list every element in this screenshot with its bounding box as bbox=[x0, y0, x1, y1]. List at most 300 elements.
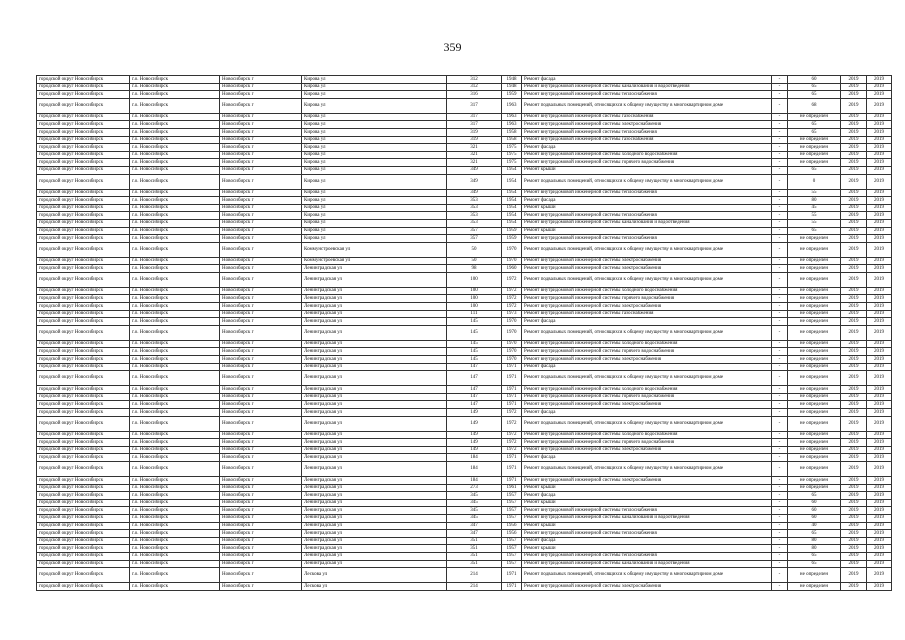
settlement-cell: г.о. Новосибирск bbox=[130, 128, 220, 136]
year-built-cell: 1963 bbox=[502, 98, 522, 113]
year-end-cell: 2019 bbox=[867, 83, 892, 91]
year-start-cell: 2019 bbox=[841, 583, 867, 591]
year-start-cell: 2019 bbox=[841, 189, 867, 197]
dash-cell: - bbox=[772, 446, 788, 454]
year-end-cell: 2019 bbox=[867, 219, 892, 227]
year-start-cell: 2019 bbox=[841, 325, 867, 340]
street-cell: Кирова ул bbox=[302, 76, 447, 84]
dash-cell: - bbox=[772, 272, 788, 287]
settlement-cell: г.о. Новосибирск bbox=[130, 386, 220, 394]
dash-cell: - bbox=[772, 492, 788, 500]
city-cell: Новосибирск г bbox=[220, 545, 302, 553]
settlement-cell: г.о. Новосибирск bbox=[130, 492, 220, 500]
work-type-cell: Ремонт крыши bbox=[522, 499, 772, 507]
year-start-cell: 2019 bbox=[841, 287, 867, 295]
street-cell: Ленинградская ул bbox=[302, 461, 447, 476]
year-start-cell: 2019 bbox=[841, 235, 867, 243]
house-number-cell: 147 bbox=[447, 401, 502, 409]
municipality-cell: городской округ Новосибирск bbox=[37, 530, 130, 538]
municipality-cell: городской округ Новосибирск bbox=[37, 568, 130, 583]
city-cell: Новосибирск г bbox=[220, 235, 302, 243]
street-cell: Ленинградская ул bbox=[302, 507, 447, 515]
dash-cell: - bbox=[772, 204, 788, 212]
year-end-cell: 2019 bbox=[867, 242, 892, 257]
work-type-cell: Ремонт внутридомовой инженерной системы электроснабжения bbox=[522, 583, 772, 591]
year-start-cell: 2019 bbox=[841, 371, 867, 386]
city-cell: Новосибирск г bbox=[220, 461, 302, 476]
city-cell: Новосибирск г bbox=[220, 568, 302, 583]
year-start-cell: 2019 bbox=[841, 227, 867, 235]
cost-cell: 65 bbox=[788, 91, 841, 99]
work-type-cell: Ремонт внутридомовой инженерной системы горячего водоснабжения bbox=[522, 348, 772, 356]
year-built-cell: 1971 bbox=[502, 461, 522, 476]
municipality-cell: городской округ Новосибирск bbox=[37, 552, 130, 560]
settlement-cell: г.о. Новосибирск bbox=[130, 242, 220, 257]
cost-cell: не определен bbox=[788, 318, 841, 326]
city-cell: Новосибирск г bbox=[220, 522, 302, 530]
year-start-cell: 2019 bbox=[841, 439, 867, 447]
work-type-cell: Ремонт внутридомовой инженерной системы холодного водоснабжения bbox=[522, 287, 772, 295]
settlement-cell: г.о. Новосибирск bbox=[130, 235, 220, 243]
year-built-cell: 1971 bbox=[502, 393, 522, 401]
house-number-cell: 100 bbox=[447, 295, 502, 303]
year-end-cell: 2019 bbox=[867, 272, 892, 287]
street-cell: Кирова ул bbox=[302, 113, 447, 121]
year-built-cell: 1958 bbox=[502, 128, 522, 136]
work-type-cell: Ремонт внутридомовой инженерной системы горячего водоснабжения bbox=[522, 393, 772, 401]
year-end-cell: 2019 bbox=[867, 348, 892, 356]
settlement-cell: г.о. Новосибирск bbox=[130, 484, 220, 492]
city-cell: Новосибирск г bbox=[220, 189, 302, 197]
house-number-cell: 145 bbox=[447, 340, 502, 348]
year-built-cell: 1971 bbox=[502, 386, 522, 394]
year-built-cell: 1948 bbox=[502, 83, 522, 91]
cost-cell: 45 bbox=[788, 204, 841, 212]
year-start-cell: 2019 bbox=[841, 219, 867, 227]
street-cell: Кирова ул bbox=[302, 83, 447, 91]
cost-cell: не определен bbox=[788, 431, 841, 439]
settlement-cell: г.о. Новосибирск bbox=[130, 91, 220, 99]
municipality-cell: городской округ Новосибирск bbox=[37, 416, 130, 431]
city-cell: Новосибирск г bbox=[220, 446, 302, 454]
settlement-cell: г.о. Новосибирск bbox=[130, 499, 220, 507]
year-start-cell: 2019 bbox=[841, 98, 867, 113]
work-type-cell: Ремонт внутридомовой инженерной системы теплоснабжения bbox=[522, 91, 772, 99]
year-built-cell: 1954 bbox=[502, 197, 522, 205]
year-end-cell: 2019 bbox=[867, 356, 892, 364]
year-built-cell: 1958 bbox=[502, 136, 522, 144]
house-number-cell: 317 bbox=[447, 113, 502, 121]
city-cell: Новосибирск г bbox=[220, 174, 302, 189]
municipality-cell: городской округ Новосибирск bbox=[37, 340, 130, 348]
house-number-cell: 147 bbox=[447, 363, 502, 371]
work-type-cell: Ремонт внутридомовой инженерной системы теплоснабжения bbox=[522, 552, 772, 560]
settlement-cell: г.о. Новосибирск bbox=[130, 461, 220, 476]
year-built-cell: 1972 bbox=[502, 409, 522, 417]
settlement-cell: г.о. Новосибирск bbox=[130, 144, 220, 152]
work-type-cell: Ремонт подвальных помещений, относящихся к общему имуществу в многоквартирном доме bbox=[522, 325, 772, 340]
year-start-cell: 2019 bbox=[841, 363, 867, 371]
year-start-cell: 2019 bbox=[841, 507, 867, 515]
work-type-cell: Ремонт внутридомовой инженерной системы электроснабжения bbox=[522, 257, 772, 265]
dash-cell: - bbox=[772, 568, 788, 583]
dash-cell: - bbox=[772, 348, 788, 356]
street-cell: Ленинградская ул bbox=[302, 431, 447, 439]
municipality-cell: городской округ Новосибирск bbox=[37, 431, 130, 439]
street-cell: Ленинградская ул bbox=[302, 537, 447, 545]
cost-cell: не определен bbox=[788, 386, 841, 394]
city-cell: Новосибирск г bbox=[220, 492, 302, 500]
dash-cell: - bbox=[772, 499, 788, 507]
year-built-cell: 1970 bbox=[502, 348, 522, 356]
table-row bbox=[37, 227, 892, 235]
table-row bbox=[37, 583, 892, 591]
house-number-cell: 351 bbox=[447, 560, 502, 568]
settlement-cell: г.о. Новосибирск bbox=[130, 310, 220, 318]
settlement-cell: г.о. Новосибирск bbox=[130, 560, 220, 568]
year-end-cell: 2019 bbox=[867, 257, 892, 265]
municipality-cell: городской округ Новосибирск bbox=[37, 393, 130, 401]
dash-cell: - bbox=[772, 522, 788, 530]
year-start-cell: 2019 bbox=[841, 91, 867, 99]
table-row bbox=[37, 91, 892, 99]
city-cell: Новосибирск г bbox=[220, 76, 302, 84]
cost-cell: не определен bbox=[788, 401, 841, 409]
settlement-cell: г.о. Новосибирск bbox=[130, 136, 220, 144]
street-cell: Ленинградская ул bbox=[302, 492, 447, 500]
street-cell: Ленинградская ул bbox=[302, 409, 447, 417]
dash-cell: - bbox=[772, 303, 788, 311]
house-number-cell: 149 bbox=[447, 446, 502, 454]
table-row bbox=[37, 197, 892, 205]
city-cell: Новосибирск г bbox=[220, 454, 302, 462]
dash-cell: - bbox=[772, 560, 788, 568]
year-start-cell: 2019 bbox=[841, 83, 867, 91]
year-start-cell: 2019 bbox=[841, 393, 867, 401]
work-type-cell: Ремонт внутридомовой инженерной системы горячего водоснабжения bbox=[522, 159, 772, 167]
cost-cell: не определен bbox=[788, 257, 841, 265]
dash-cell: - bbox=[772, 386, 788, 394]
settlement-cell: г.о. Новосибирск bbox=[130, 189, 220, 197]
street-cell: Кирова ул bbox=[302, 212, 447, 220]
year-built-cell: 1972 bbox=[502, 446, 522, 454]
table-row bbox=[37, 507, 892, 515]
year-end-cell: 2019 bbox=[867, 144, 892, 152]
dash-cell: - bbox=[772, 318, 788, 326]
dash-cell: - bbox=[772, 401, 788, 409]
settlement-cell: г.о. Новосибирск bbox=[130, 530, 220, 538]
cost-cell: не определен bbox=[788, 454, 841, 462]
work-type-cell: Ремонт внутридомовой инженерной системы электроснабжения bbox=[522, 303, 772, 311]
table-row bbox=[37, 159, 892, 167]
work-type-cell: Ремонт внутридомовой инженерной системы канализования и водоотведения bbox=[522, 219, 772, 227]
year-end-cell: 2019 bbox=[867, 446, 892, 454]
work-type-cell: Ремонт подвальных помещений, относящихся к общему имуществу в многоквартирном доме bbox=[522, 371, 772, 386]
work-type-cell: Ремонт фасада bbox=[522, 144, 772, 152]
street-cell: Кирова ул bbox=[302, 121, 447, 129]
house-number-cell: 214 bbox=[447, 583, 502, 591]
year-built-cell: 1971 bbox=[502, 476, 522, 484]
settlement-cell: г.о. Новосибирск bbox=[130, 476, 220, 484]
year-start-cell: 2019 bbox=[841, 272, 867, 287]
municipality-cell: городской округ Новосибирск bbox=[37, 197, 130, 205]
street-cell: Ленинградская ул bbox=[302, 287, 447, 295]
work-type-cell: Ремонт внутридомовой инженерной системы теплоснабжения bbox=[522, 530, 772, 538]
cost-cell: не определен bbox=[788, 363, 841, 371]
street-cell: Коммунстроевская ул bbox=[302, 257, 447, 265]
municipality-cell: городской округ Новосибирск bbox=[37, 113, 130, 121]
cost-cell: не определен bbox=[788, 136, 841, 144]
work-type-cell: Ремонт подвальных помещений, относящихся к общему имуществу в многоквартирном доме bbox=[522, 461, 772, 476]
dash-cell: - bbox=[772, 583, 788, 591]
year-end-cell: 2019 bbox=[867, 91, 892, 99]
house-number-cell: 349 bbox=[447, 174, 502, 189]
settlement-cell: г.о. Новосибирск bbox=[130, 219, 220, 227]
year-built-cell: 1957 bbox=[502, 492, 522, 500]
street-cell: Ленинградская ул bbox=[302, 499, 447, 507]
cost-cell: не определен bbox=[788, 439, 841, 447]
settlement-cell: г.о. Новосибирск bbox=[130, 363, 220, 371]
cost-cell: 80 bbox=[788, 545, 841, 553]
municipality-cell: городской округ Новосибирск bbox=[37, 522, 130, 530]
year-end-cell: 2019 bbox=[867, 545, 892, 553]
municipality-cell: городской округ Новосибирск bbox=[37, 386, 130, 394]
street-cell: Ленинградская ул bbox=[302, 454, 447, 462]
year-start-cell: 2019 bbox=[841, 552, 867, 560]
house-number-cell: 147 bbox=[447, 386, 502, 394]
settlement-cell: г.о. Новосибирск bbox=[130, 583, 220, 591]
house-number-cell: 347 bbox=[447, 522, 502, 530]
settlement-cell: г.о. Новосибирск bbox=[130, 76, 220, 84]
house-number-cell: 349 bbox=[447, 189, 502, 197]
city-cell: Новосибирск г bbox=[220, 348, 302, 356]
dash-cell: - bbox=[772, 121, 788, 129]
year-start-cell: 2019 bbox=[841, 416, 867, 431]
year-start-cell: 2019 bbox=[841, 348, 867, 356]
year-built-cell: 1957 bbox=[502, 537, 522, 545]
cost-cell: не определен bbox=[788, 393, 841, 401]
city-cell: Новосибирск г bbox=[220, 128, 302, 136]
municipality-cell: городской округ Новосибирск bbox=[37, 204, 130, 212]
year-end-cell: 2019 bbox=[867, 431, 892, 439]
street-cell: Ленинградская ул bbox=[302, 295, 447, 303]
cost-cell: 65 bbox=[788, 121, 841, 129]
year-start-cell: 2019 bbox=[841, 151, 867, 159]
year-built-cell: 1972 bbox=[502, 303, 522, 311]
city-cell: Новосибирск г bbox=[220, 166, 302, 174]
year-built-cell: 1954 bbox=[502, 174, 522, 189]
work-type-cell: Ремонт внутридомовой инженерной системы газоснабжения bbox=[522, 310, 772, 318]
year-built-cell: 1970 bbox=[502, 257, 522, 265]
table-row bbox=[37, 318, 892, 326]
house-number-cell: 353 bbox=[447, 219, 502, 227]
work-type-cell: Ремонт внутридомовой инженерной системы теплоснабжения bbox=[522, 212, 772, 220]
street-cell: Кирова ул bbox=[302, 174, 447, 189]
street-cell: Ленинградская ул bbox=[302, 476, 447, 484]
work-type-cell: Ремонт подвальных помещений, относящихся к общему имуществу в многоквартирном доме bbox=[522, 98, 772, 113]
year-built-cell: 1960 bbox=[502, 265, 522, 273]
table-row bbox=[37, 83, 892, 91]
city-cell: Новосибирск г bbox=[220, 537, 302, 545]
cost-cell: не определен bbox=[788, 484, 841, 492]
year-end-cell: 2019 bbox=[867, 386, 892, 394]
municipality-cell: городской округ Новосибирск bbox=[37, 507, 130, 515]
year-end-cell: 2019 bbox=[867, 492, 892, 500]
year-start-cell: 2019 bbox=[841, 522, 867, 530]
street-cell: Кирова ул bbox=[302, 136, 447, 144]
table-row bbox=[37, 113, 892, 121]
year-built-cell: 1954 bbox=[502, 166, 522, 174]
year-end-cell: 2019 bbox=[867, 212, 892, 220]
city-cell: Новосибирск г bbox=[220, 583, 302, 591]
city-cell: Новосибирск г bbox=[220, 476, 302, 484]
city-cell: Новосибирск г bbox=[220, 499, 302, 507]
year-start-cell: 2019 bbox=[841, 144, 867, 152]
dash-cell: - bbox=[772, 151, 788, 159]
house-number-cell: 149 bbox=[447, 409, 502, 417]
year-start-cell: 2019 bbox=[841, 76, 867, 84]
table-row bbox=[37, 461, 892, 476]
dash-cell: - bbox=[772, 393, 788, 401]
municipality-cell: городской округ Новосибирск bbox=[37, 76, 130, 84]
house-number-cell: 184 bbox=[447, 476, 502, 484]
year-built-cell: 1954 bbox=[502, 212, 522, 220]
dash-cell: - bbox=[772, 537, 788, 545]
work-type-cell: Ремонт внутридомовой инженерной системы электроснабжения bbox=[522, 476, 772, 484]
cost-cell: 80 bbox=[788, 197, 841, 205]
settlement-cell: г.о. Новосибирск bbox=[130, 295, 220, 303]
table-row bbox=[37, 310, 892, 318]
year-start-cell: 2019 bbox=[841, 530, 867, 538]
settlement-cell: г.о. Новосибирск bbox=[130, 272, 220, 287]
year-start-cell: 2019 bbox=[841, 492, 867, 500]
year-built-cell: 1948 bbox=[502, 76, 522, 84]
house-number-cell: 357 bbox=[447, 235, 502, 243]
table-row bbox=[37, 454, 892, 462]
city-cell: Новосибирск г bbox=[220, 212, 302, 220]
cost-cell: 55 bbox=[788, 219, 841, 227]
city-cell: Новосибирск г bbox=[220, 121, 302, 129]
cost-cell: не определен bbox=[788, 348, 841, 356]
cost-cell: не определен bbox=[788, 583, 841, 591]
dash-cell: - bbox=[772, 235, 788, 243]
table-row bbox=[37, 136, 892, 144]
year-end-cell: 2019 bbox=[867, 439, 892, 447]
work-type-cell: Ремонт внутридомовой инженерной системы холодного водоснабжения bbox=[522, 386, 772, 394]
work-type-cell: Ремонт фасада bbox=[522, 76, 772, 84]
year-end-cell: 2019 bbox=[867, 325, 892, 340]
dash-cell: - bbox=[772, 340, 788, 348]
city-cell: Новосибирск г bbox=[220, 514, 302, 522]
street-cell: Ленинградская ул bbox=[302, 348, 447, 356]
settlement-cell: г.о. Новосибирск bbox=[130, 356, 220, 364]
street-cell: Лескова ул bbox=[302, 568, 447, 583]
cost-cell: 65 bbox=[788, 227, 841, 235]
year-built-cell: 1971 bbox=[502, 363, 522, 371]
table-row bbox=[37, 76, 892, 84]
street-cell: Ленинградская ул bbox=[302, 439, 447, 447]
city-cell: Новосибирск г bbox=[220, 272, 302, 287]
dash-cell: - bbox=[772, 530, 788, 538]
cost-cell: 0 bbox=[788, 174, 841, 189]
settlement-cell: г.о. Новосибирск bbox=[130, 393, 220, 401]
year-start-cell: 2019 bbox=[841, 386, 867, 394]
year-start-cell: 2019 bbox=[841, 295, 867, 303]
settlement-cell: г.о. Новосибирск bbox=[130, 227, 220, 235]
year-built-cell: 1956 bbox=[502, 530, 522, 538]
year-built-cell: 1972 bbox=[502, 295, 522, 303]
municipality-cell: городской округ Новосибирск bbox=[37, 189, 130, 197]
municipality-cell: городской округ Новосибирск bbox=[37, 537, 130, 545]
house-number-cell: 273 bbox=[447, 484, 502, 492]
year-built-cell: 1957 bbox=[502, 560, 522, 568]
year-built-cell: 1972 bbox=[502, 439, 522, 447]
street-cell: Кирова ул bbox=[302, 166, 447, 174]
city-cell: Новосибирск г bbox=[220, 242, 302, 257]
street-cell: Ленинградская ул bbox=[302, 356, 447, 364]
street-cell: Кирова ул bbox=[302, 197, 447, 205]
year-end-cell: 2019 bbox=[867, 454, 892, 462]
table-row bbox=[37, 166, 892, 174]
year-start-cell: 2019 bbox=[841, 242, 867, 257]
city-cell: Новосибирск г bbox=[220, 530, 302, 538]
cost-cell: не определен bbox=[788, 295, 841, 303]
settlement-cell: г.о. Новосибирск bbox=[130, 265, 220, 273]
table-row bbox=[37, 325, 892, 340]
house-number-cell: 353 bbox=[447, 212, 502, 220]
dash-cell: - bbox=[772, 128, 788, 136]
city-cell: Новосибирск г bbox=[220, 416, 302, 431]
year-start-cell: 2019 bbox=[841, 136, 867, 144]
settlement-cell: г.о. Новосибирск bbox=[130, 212, 220, 220]
year-built-cell: 1970 bbox=[502, 242, 522, 257]
dash-cell: - bbox=[772, 371, 788, 386]
city-cell: Новосибирск г bbox=[220, 144, 302, 152]
cost-cell: 60 bbox=[788, 507, 841, 515]
table-row bbox=[37, 272, 892, 287]
year-end-cell: 2019 bbox=[867, 409, 892, 417]
work-type-cell: Ремонт крыши bbox=[522, 227, 772, 235]
street-cell: Ленинградская ул bbox=[302, 318, 447, 326]
city-cell: Новосибирск г bbox=[220, 318, 302, 326]
house-number-cell: 145 bbox=[447, 348, 502, 356]
year-start-cell: 2019 bbox=[841, 121, 867, 129]
year-built-cell: 1972 bbox=[502, 416, 522, 431]
year-end-cell: 2019 bbox=[867, 121, 892, 129]
city-cell: Новосибирск г bbox=[220, 439, 302, 447]
street-cell: Ленинградская ул bbox=[302, 560, 447, 568]
work-type-cell: Ремонт внутридомовой инженерной системы горячего водоснабжения bbox=[522, 439, 772, 447]
table-row bbox=[37, 545, 892, 553]
year-built-cell: 1973 bbox=[502, 310, 522, 318]
year-start-cell: 2019 bbox=[841, 545, 867, 553]
house-number-cell: 184 bbox=[447, 454, 502, 462]
work-type-cell: Ремонт фасада bbox=[522, 454, 772, 462]
year-end-cell: 2019 bbox=[867, 522, 892, 530]
year-built-cell: 1972 bbox=[502, 431, 522, 439]
municipality-cell: городской округ Новосибирск bbox=[37, 144, 130, 152]
year-end-cell: 2019 bbox=[867, 507, 892, 515]
year-built-cell: 1954 bbox=[502, 204, 522, 212]
year-end-cell: 2019 bbox=[867, 318, 892, 326]
settlement-cell: г.о. Новосибирск bbox=[130, 431, 220, 439]
year-end-cell: 2019 bbox=[867, 552, 892, 560]
cost-cell: не определен bbox=[788, 159, 841, 167]
cost-cell: не определен bbox=[788, 371, 841, 386]
table-row bbox=[37, 144, 892, 152]
house-number-cell: 351 bbox=[447, 552, 502, 560]
house-number-cell: 319 bbox=[447, 136, 502, 144]
